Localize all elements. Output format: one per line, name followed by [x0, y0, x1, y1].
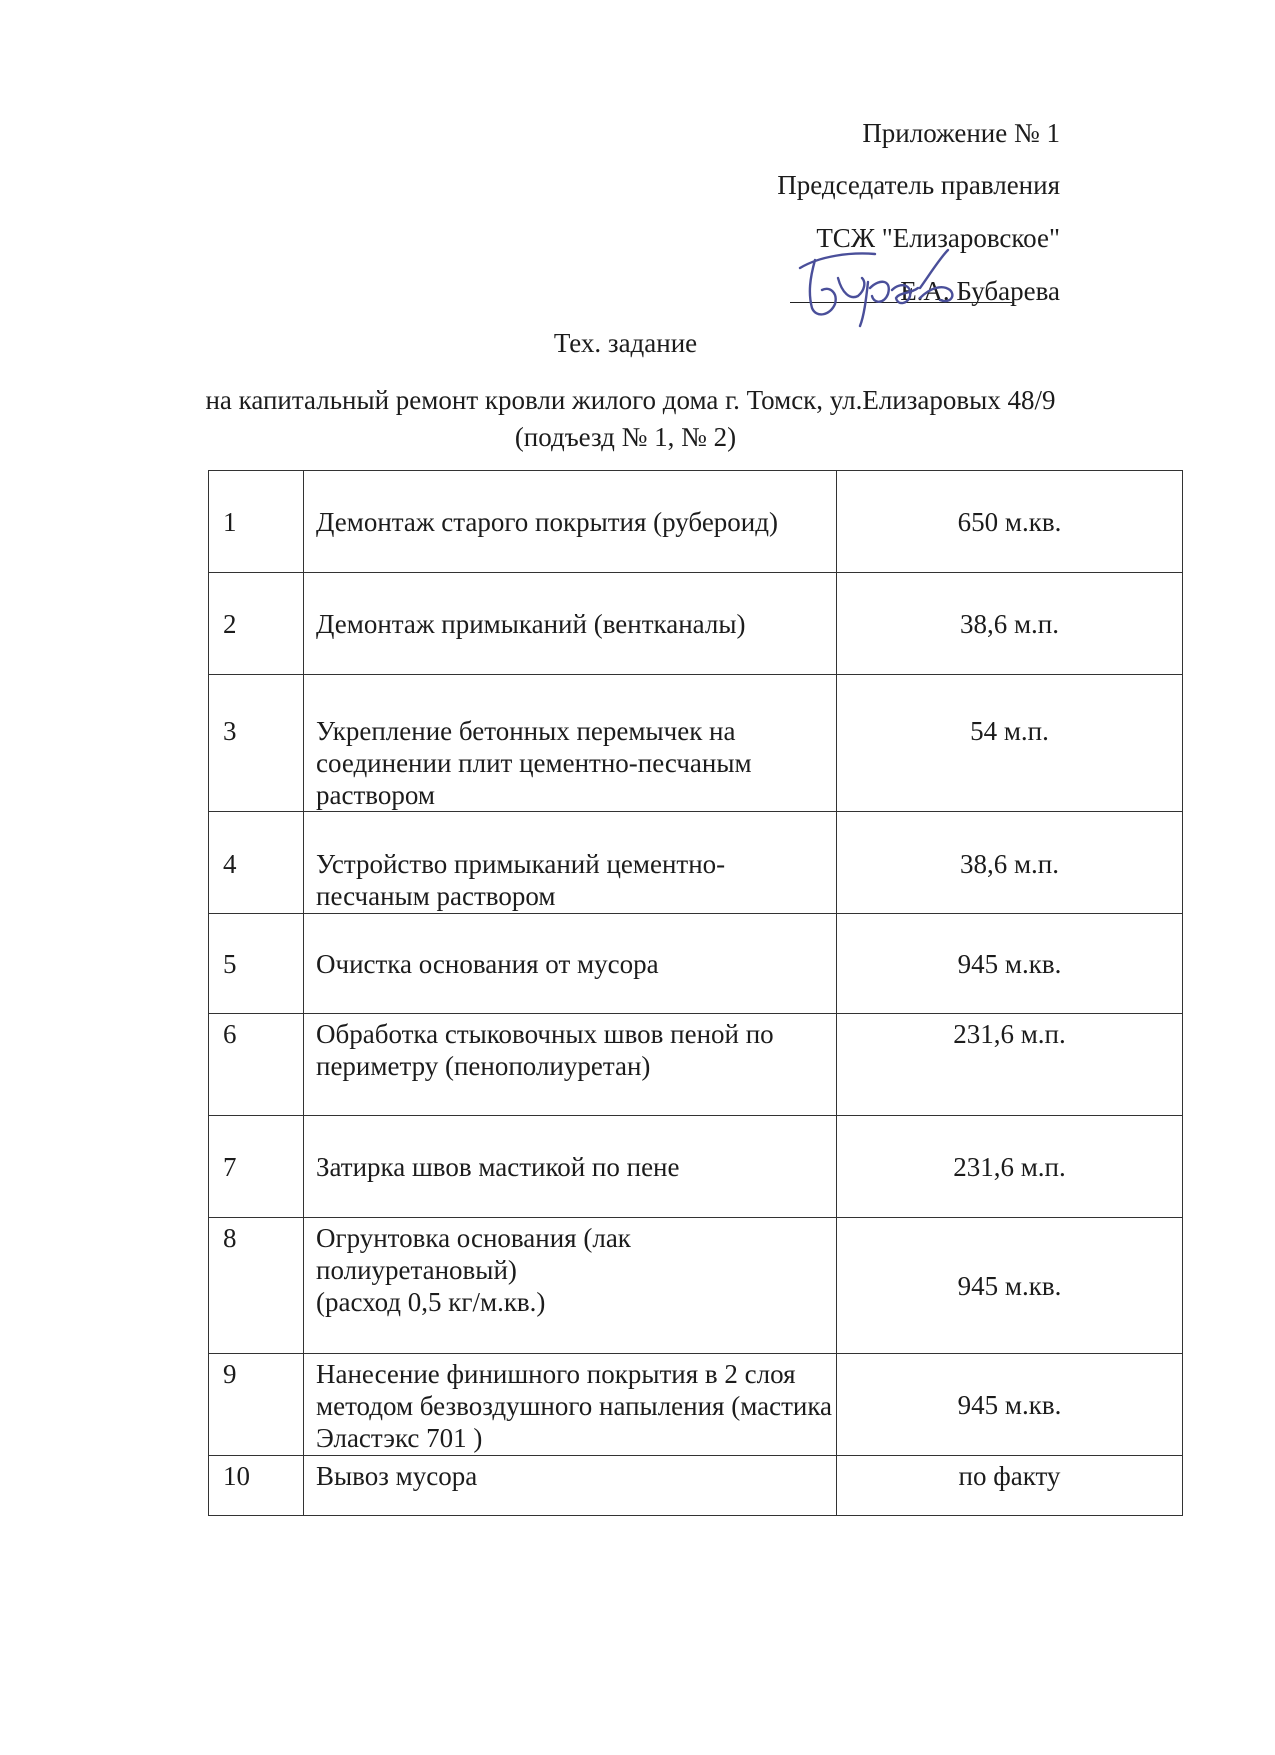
- row-number: 6: [209, 1014, 304, 1116]
- row-number: 7: [209, 1116, 304, 1218]
- work-name: Затирка швов мастикой по пене: [304, 1116, 837, 1218]
- work-name: Огрунтовка основания (лак полиуретановый): [316, 1223, 631, 1285]
- document-subtitle-entrances: (подъезд № 1, № 2): [514, 422, 737, 452]
- handwritten-signature: [780, 238, 1020, 330]
- table-row: [209, 914, 1183, 1014]
- appendix-label: Приложение № 1: [862, 118, 1060, 148]
- work-name: Укрепление бетонных перемычек на соединении плит цементно-песчаным раствором: [304, 675, 837, 812]
- work-quantity: 231,6 м.п.: [837, 1014, 1183, 1116]
- work-name-cell: [304, 1218, 837, 1354]
- chairman-title: Председатель правления: [777, 170, 1060, 200]
- work-name: Устройство примыканий цементно-песчаным раствором: [304, 812, 837, 914]
- work-name: Очистка основания от мусора: [304, 914, 837, 1014]
- row-number: 3: [209, 675, 304, 812]
- works-table: [208, 470, 1183, 1516]
- work-name: Вывоз мусора: [304, 1456, 837, 1516]
- work-name: Демонтаж старого покрытия (рубероид): [304, 471, 837, 573]
- table-row: [209, 573, 1183, 675]
- work-quantity: 945 м.кв.: [837, 914, 1183, 1014]
- table-row: [209, 1014, 1183, 1116]
- table-row: [209, 1116, 1183, 1218]
- work-name-note: (расход 0,5 кг/м.кв.): [316, 1287, 546, 1317]
- organization-name: ТСЖ "Елизаровское": [816, 223, 1060, 253]
- row-number: 2: [209, 573, 304, 675]
- row-number: 10: [209, 1456, 304, 1516]
- work-quantity: 231,6 м.п.: [837, 1116, 1183, 1218]
- table-row: [209, 1218, 1183, 1354]
- table-row: [209, 1354, 1183, 1456]
- row-number: 8: [209, 1218, 304, 1354]
- work-quantity: 945 м.кв.: [837, 1354, 1183, 1456]
- row-number: 5: [209, 914, 304, 1014]
- work-name: Обработка стыковочных швов пеной по периметру (пенополиуретан): [304, 1014, 837, 1116]
- signatory-name: Е.А. Бубарева: [900, 276, 1060, 306]
- table-row: [209, 1456, 1183, 1516]
- document-subtitle: на капитальный ремонт кровли жилого дома г. Томск, ул.Елизаровых 48/9: [205, 385, 1056, 415]
- row-number: 1: [209, 471, 304, 573]
- work-quantity: по факту: [837, 1456, 1183, 1516]
- work-quantity: 54 м.п.: [837, 675, 1183, 812]
- document-title: Тех. задание: [553, 328, 698, 358]
- row-number: 4: [209, 812, 304, 914]
- table-row: [209, 471, 1183, 573]
- work-quantity: 38,6 м.п.: [837, 812, 1183, 914]
- work-name: Демонтаж примыканий (вентканалы): [304, 573, 837, 675]
- work-quantity: 945 м.кв.: [837, 1218, 1183, 1354]
- work-name: Нанесение финишного покрытия в 2 слоя методом безвоздушного напыления (мастика Эластэкс 701 ): [304, 1354, 837, 1456]
- table-row: [209, 812, 1183, 914]
- work-quantity: 650 м.кв.: [837, 471, 1183, 573]
- work-quantity: 38,6 м.п.: [837, 573, 1183, 675]
- table-row: [209, 675, 1183, 812]
- row-number: 9: [209, 1354, 304, 1456]
